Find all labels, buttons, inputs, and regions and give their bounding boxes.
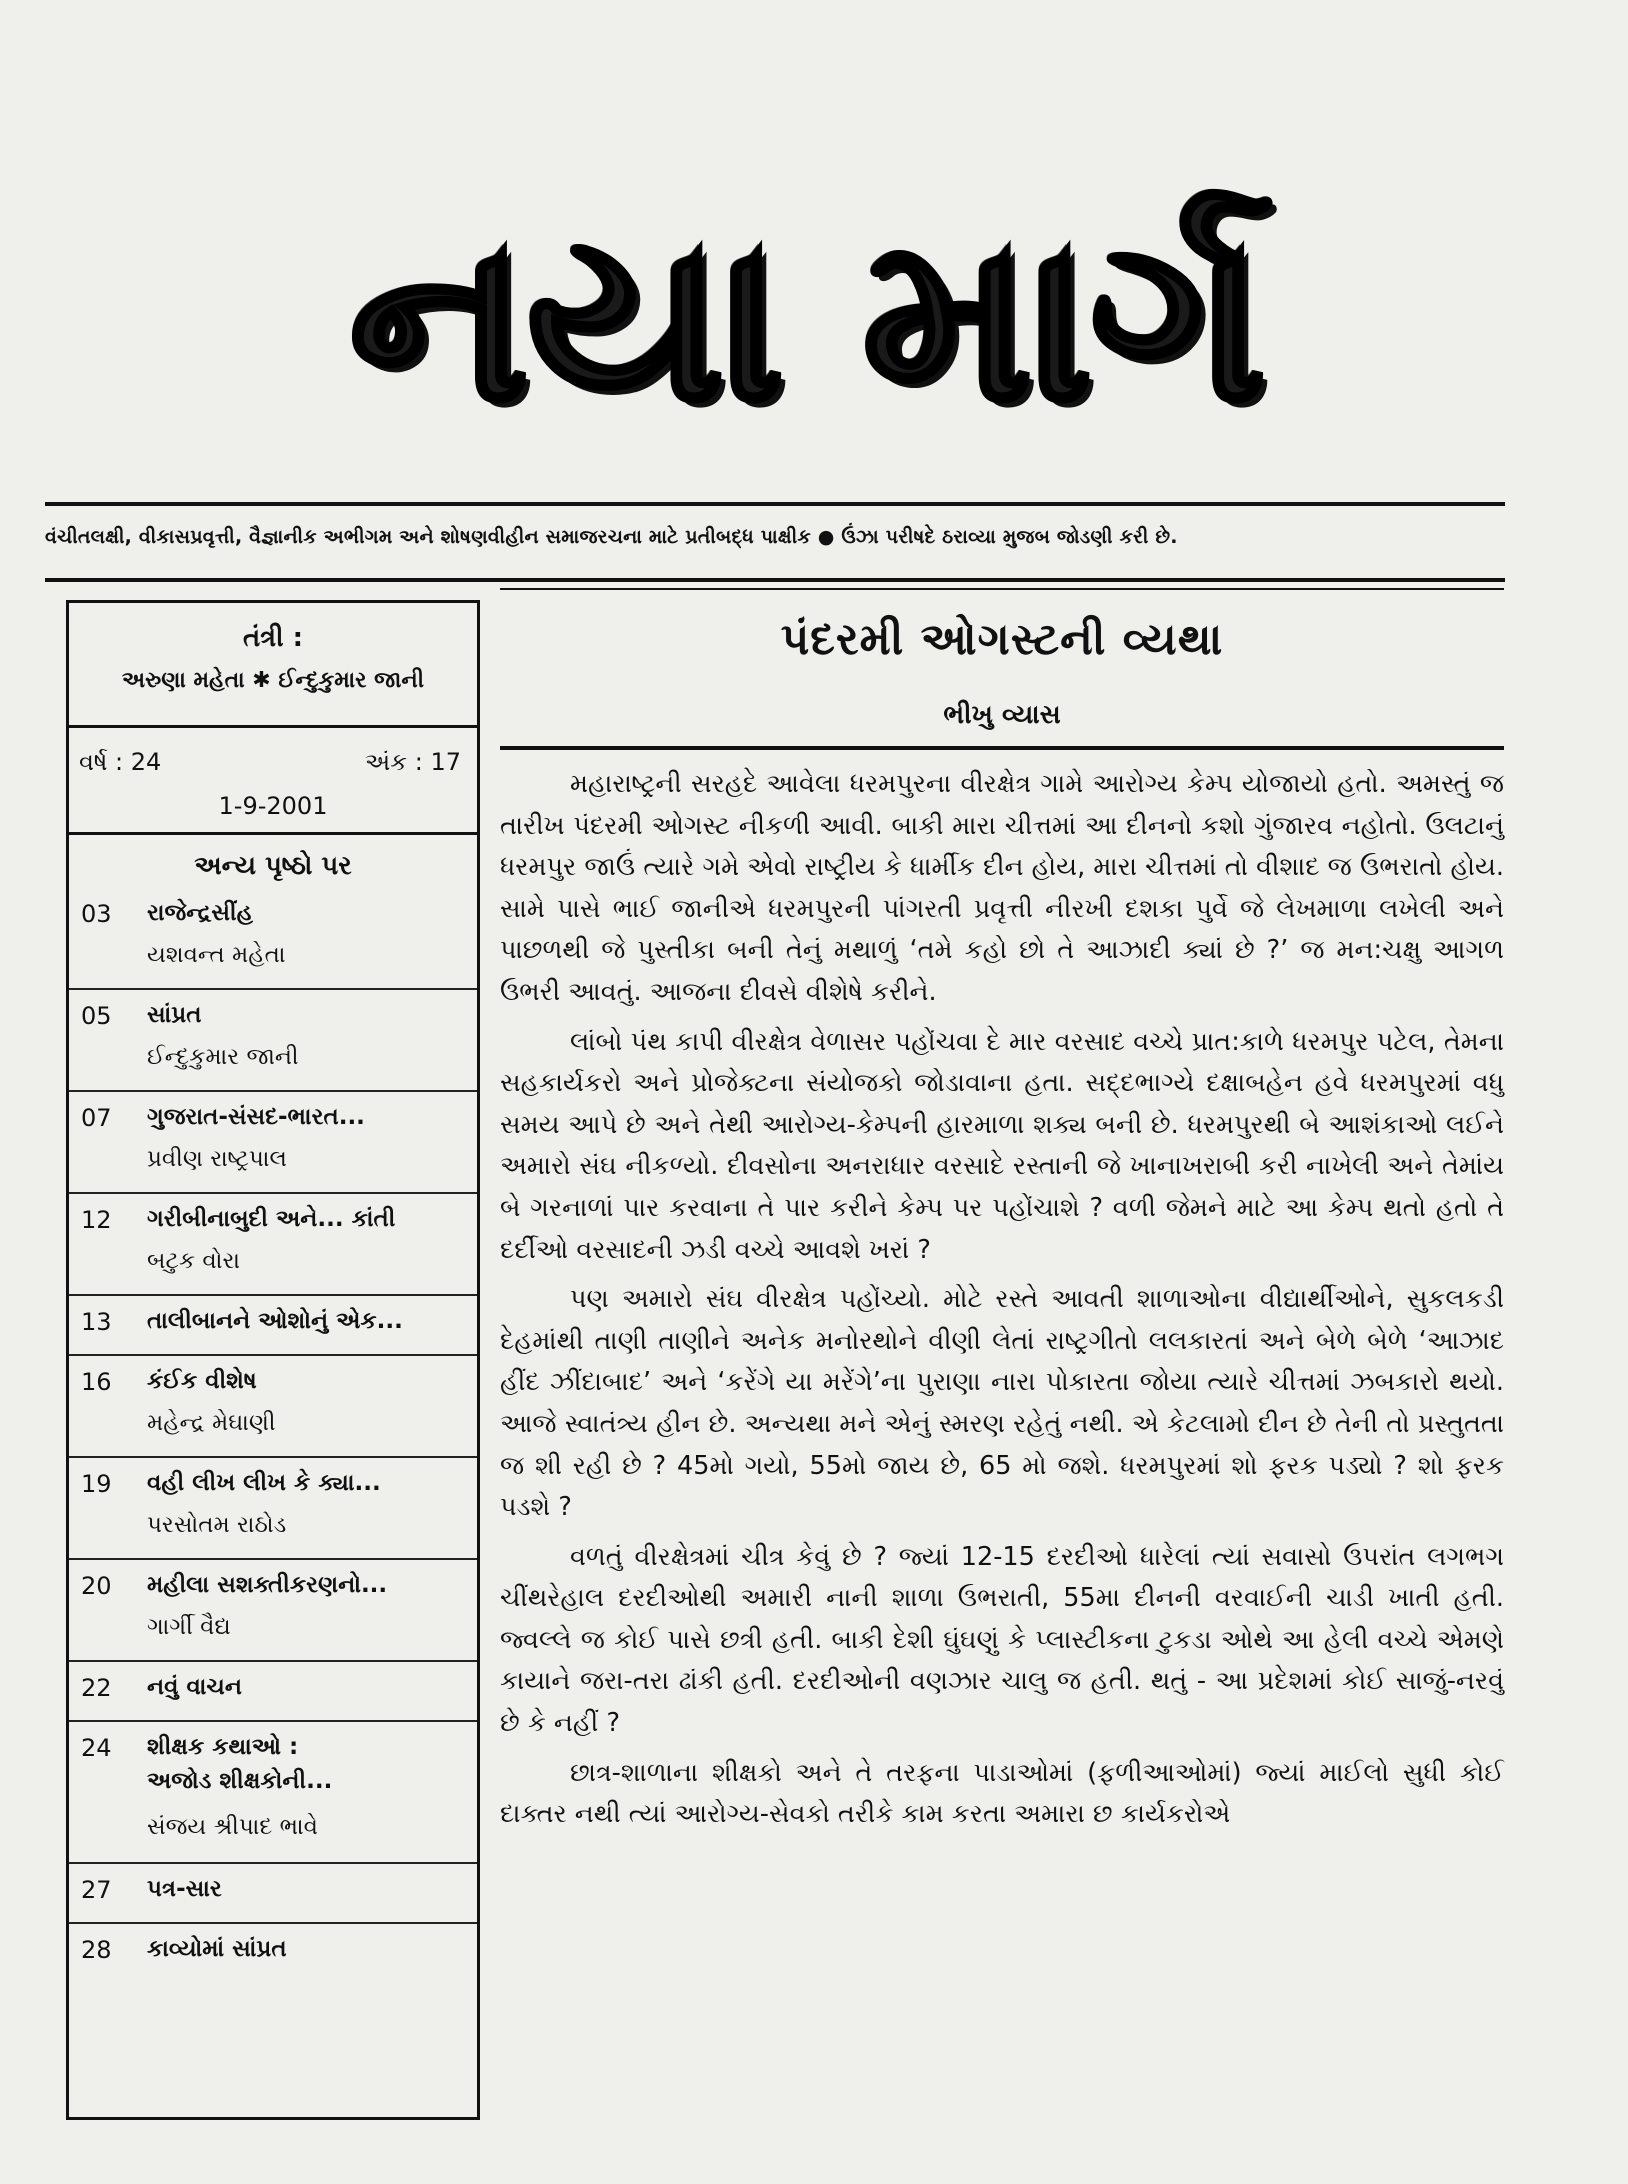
toc-author: ગાર્ગી વૈદ્ય [147,1614,231,1640]
toc-item[interactable] [69,1356,477,1458]
toc-page: 24 [81,1734,112,1762]
issue-box [69,728,477,835]
toc-item[interactable] [69,1722,477,1864]
article-header-rule [500,746,1504,750]
toc-item[interactable] [69,1560,477,1662]
toc-title: ગરીબીનાબુદી અને... કાંતી [147,1206,396,1232]
toc-author: પ્રવીણ રાષ્ટ્રપાલ [147,1146,287,1172]
toc-page: 03 [81,900,112,928]
toc-title: સાંપ્રત [147,1002,202,1028]
issue-year: વર્ષ : 24 [79,748,162,776]
editor-names: અરુણા મહેતા ✱ ઈન્દુકુમાર જાની [121,668,425,693]
toc-item[interactable] [69,1296,477,1356]
toc-author: ઈન્દુકુમાર જાની [147,1044,299,1070]
editor-box [69,603,477,728]
toc-page: 20 [81,1572,112,1600]
toc-item[interactable] [69,990,477,1092]
article-paragraph: મહારાષ્ટ્રની સરહદે આવેલા ધરમપુરના વીરક્ષેત્ર ગામે આરોગ્ય કેમ્પ યોજાયો હતો. અમસ્તું જ તારીખ પંદરમી ઓગસ્ટ નીકળી આવી. બાકી મારા ચીત્તમાં આ દીનનો કશો ગુંજારવ નહોતો. ઉલટાનું ધરમપુર જાઉં ત્યારે ગમે એવો રાષ્ટ્રીય કે ધાર્મીક દીન હોય, મારા ચીત્તમાં તો વીશાદ જ ઉભરાતો હોય. સામે પાસે ભાઈ જાનીએ ધરમપુરની પાંગરતી પ્રવૃત્તી નીરખી દશકા પુર્વે જે લેખમાળા લખેલી અને પાછળથી જે પુસ્તીકા બની તેનું મથાળું ‘તમે કહો છો તે આઝાદી ક્યાં છે ?’ જ મન:ચક્ષુ આગળ ઉભરી આવતું. આજના દીવસે વીશેષે કરીને. [500,769,1504,1007]
masthead-title: નયા માર્ગ [347,186,1263,453]
toc-item[interactable] [69,1092,477,1194]
toc-item[interactable] [69,1662,477,1722]
toc-item[interactable] [69,1194,477,1296]
toc-title: રાજેન્દ્રસીંહ [147,900,253,926]
article-paragraph: લાંબો પંથ કાપી વીરક્ષેત્ર વેળાસર પહોંચવા દે માર વરસાદ વચ્ચે પ્રાત:કાળે ધરમપુર પટેલ, તેમના સહકાર્યકરો અને પ્રોજેક્ટના સંયોજકો જોડાવાના હતા. સદ્દભાગ્યે દક્ષાબહેન હવે ધરમપુરમાં વધુ સમય આપે છે અને તેથી આરોગ્ય-કેમ્પની હારમાળા શક્ય બની છે. ધરમપુરથી બે આશંકાઓ લઈને અમારો સંઘ નીકળ્યો. દીવસોના અનરાધાર વરસાદે રસ્તાની જે ખાનાખરાબી કરી નાખેલી અને તેમાંય બે ગરનાળાં પાર કરવાના તે પાર કરીને કેમ્પ પર પહોંચાશે ? વળી જેમને માટે આ કેમ્પ થતો હતો તે દર્દીઓ વરસાદની ઝડી વચ્ચે આવશે ખરાં ? [500,1026,1504,1265]
toc-page: 12 [81,1206,112,1234]
issue-number: અંક : 17 [364,748,461,776]
toc-title: ગુજરાત-સંસદ-ભારત... [147,1104,365,1130]
toc-page: 28 [81,1936,112,1964]
toc-item[interactable] [69,1924,477,1982]
toc-item[interactable] [69,888,477,990]
toc-title: તાલીબાનને ઓશોનું એક... [147,1308,403,1334]
toc-title: વહી લીખ લીખ કે ક્યા... [147,1470,381,1496]
article-body [500,764,1504,1844]
toc-title: નવું વાચન [147,1674,242,1700]
tagline-rule [45,578,1505,582]
editor-label: તંત્રી : [242,623,304,653]
toc-title: મહીલા સશક્તીકરણનો... [147,1572,388,1598]
toc-page: 16 [81,1368,112,1396]
toc-title: કાવ્યોમાં સાંપ્રત [147,1936,287,1962]
toc-author: પરસોતમ રાઠોડ [147,1512,287,1538]
toc-author: બટુક વોરા [147,1248,241,1274]
article-paragraph: છાત્ર-શાળાના શીક્ષકો અને તે તરફના પાડાઓમાં (ફળીઆઓમાં) જ્યાં માઈલો સુધી કોઈ દાક્તર નથી ત્યાં આરોગ્ય-સેવકો તરીકે કામ કરતા અમારા છ કાર્યકરોએ [500,1757,1504,1830]
sidebar [66,600,480,2120]
article-title: પંદરમી ઓગસ્ટની વ્યથા [780,614,1224,665]
toc-item[interactable] [69,1864,477,1924]
issue-date: 1-9-2001 [218,792,328,820]
toc-page: 07 [81,1104,112,1132]
toc-page: 05 [81,1002,112,1030]
tagline-rule-thin [500,588,1504,590]
masthead-logo [180,170,1430,470]
toc-author: મહેન્દ્ર મેઘાણી [147,1410,276,1436]
toc-title: શીક્ષક કથાઓ : [147,1734,299,1760]
toc-page: 22 [81,1674,112,1702]
tagline: વંચીતલક્ષી, વીકાસપ્રવૃત્તી, વૈજ્ઞાનીક અભીગમ અને શોષણવીહીન સમાજરચના માટે પ્રતીબદ્ધ પાક્ષીક ● ઉંઝા પરીષદે ઠરાવ્યા મુજબ જોડણી કરી છે. [45,526,1178,548]
toc-page: 19 [81,1470,112,1498]
toc-title: કંઈક વીશેષ [147,1368,257,1394]
top-rule [45,502,1505,506]
toc-title-continued: અજોડ શીક્ષકોની... [147,1768,333,1794]
toc-page: 13 [81,1308,112,1336]
article-paragraph: પણ અમારો સંઘ વીરક્ષેત્ર પહોંચ્યો. મોટે રસ્તે આવતી શાળાઓના વીદ્યાર્થીઓને, સુકલકડી દેહમાંથી તાણી તાણીને અનેક મનોરથોને વીણી લેતાં રાષ્ટ્રગીતો લલકારતાં અને બેળે બેળે ‘આઝાદ હીંદ ઝીંદાબાદ’ અને ‘કરેંગે યા મરેંગે’ના પુરાણા નારા પોકારતા જોયા ત્યારે ચીત્તમાં ઝબકારો થયો. આજે સ્વાતંત્ર્ય હીન છે. અન્યથા મને એનું સ્મરણ રહેતું નથી. એ કેટલામો દીન છે તેની તો પ્રસ્તુતતા જ શી રહી છે ? 45મો ગયો, 55મો જાય છે, 65 મો જશે. ધરમપુરમાં શો ફરક પડ્યો ? શો ફરક પડશે ? [500,1284,1504,1523]
toc-author: યશવન્ત મહેતા [147,942,286,968]
toc-page: 27 [81,1876,112,1904]
toc-author: સંજય શ્રીપાદ ભાવે [147,1814,318,1840]
toc-item[interactable] [69,1458,477,1560]
article-author: ભીખુ વ્યાસ [943,700,1061,730]
toc-title: પત્ર-સાર [147,1876,222,1902]
toc-heading: અન્ય પૃષ્ઠો પર [194,851,352,881]
article-paragraph: વળતું વીરક્ષેત્રમાં ચીત્ર કેવું છે ? જ્યાં 12-15 દરદીઓ ધારેલાં ત્યાં સવાસો ઉપરાંત લગભગ ચીંથરેહાલ દરદીઓથી અમારી નાની શાળા ઉભરાતી, 55મા દીનની વરવાઈની ચાડી ખાતી હતી. જ્વલ્લે જ કોઈ પાસે છત્રી હતી. બાકી દેશી ઘુંઘણું કે પ્લાસ્ટીકના ટુકડા ઓથે આ હેલી વચ્ચે એમણે કાયાને જરા-તરા ઢાંકી હતી. દરદીઓની વણઝાર ચાલુ જ હતી. થતું - આ પ્રદેશમાં કોઈ સાજું-નરવું છે કે નહીં ? [500,1541,1504,1739]
